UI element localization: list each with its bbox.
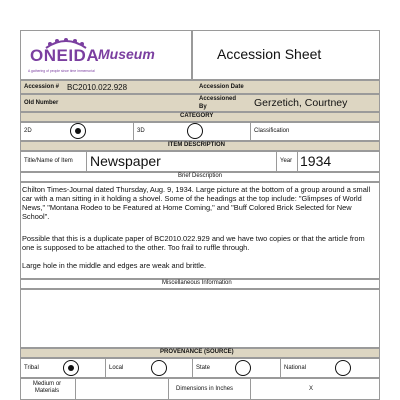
accessioned-by-label: Accessioned By	[199, 96, 237, 110]
title-divider-3	[297, 151, 298, 172]
accessioned-by-value: Gerzetich, Courtney	[254, 97, 348, 109]
medium-divider-2	[168, 378, 169, 400]
title-divider-2	[276, 151, 277, 172]
radio-selected-dot	[75, 128, 81, 134]
state-radio[interactable]	[235, 360, 251, 376]
logo-tagline: A gathering of people since time immemorial	[28, 69, 95, 73]
year-label: Year	[280, 158, 293, 164]
year-value: 1934	[300, 153, 332, 169]
item-description-heading: ITEM DESCRIPTION	[168, 142, 226, 148]
accession-number-value: BC2010.022.928	[67, 83, 128, 92]
tribal-label: Tribal	[24, 365, 39, 371]
provenance-divider-2	[192, 358, 193, 378]
category-divider-1	[133, 122, 134, 141]
classification-label: Classification	[254, 128, 290, 134]
brief-description-label: Brief Description	[178, 173, 223, 179]
national-label: National	[284, 365, 307, 371]
category-3d-label: 3D	[137, 128, 145, 134]
local-label: Local	[109, 365, 124, 371]
old-number-label: Old Number	[24, 100, 59, 106]
logo-text: ONEIDA	[30, 46, 100, 65]
category-2d-label: 2D	[24, 128, 32, 134]
description-paragraph-2: Possible that this is a duplicate paper of BC2010.022.929 and we have two copies or that the article from one is supposed to be attached to the other. Too frail to ruffle through.	[22, 234, 365, 252]
medium-divider-3	[250, 378, 251, 400]
accession-number-label: Accession #	[24, 84, 60, 90]
category-2d-radio[interactable]	[70, 123, 86, 139]
museum-label: Museum	[98, 46, 155, 62]
provenance-divider-1	[105, 358, 106, 378]
title-divider-1	[86, 151, 87, 172]
category-3d-radio[interactable]	[187, 123, 203, 139]
misc-info-label: Miscellaneous Information	[162, 280, 232, 286]
category-heading: CATEGORY	[180, 113, 214, 119]
medium-label: Medium or Materials	[32, 381, 62, 394]
description-paragraph-1: Chilton Times-Journal dated Thursday, Aug. 9, 1934. Large picture at the bottom of a group around a small car with a man sitting in it holding a shovel. Some of the headings at the top include: "Glimpses of World News," "Montana Rodeo to be Featured at Home Coming," and "Buff Colored Brick Selected for New School".	[22, 185, 371, 221]
provenance-heading: PROVENANCE (SOURCE)	[160, 349, 234, 355]
title-value: Newspaper	[90, 153, 161, 169]
provenance-divider-3	[280, 358, 281, 378]
title-label: Title/Name of Item	[24, 158, 73, 164]
radio-selected-dot	[68, 365, 74, 371]
national-radio[interactable]	[335, 360, 351, 376]
description-paragraph-3: Large hole in the middle and edges are weak and brittle.	[22, 261, 207, 270]
state-label: State	[196, 365, 211, 371]
dimensions-separator: X	[309, 386, 314, 392]
tribal-radio[interactable]	[63, 360, 79, 376]
misc-info-box[interactable]	[20, 289, 380, 348]
oneida-logo	[30, 36, 102, 78]
sheet-title: Accession Sheet	[217, 46, 322, 62]
category-divider-2	[250, 122, 251, 141]
medium-divider-1	[75, 378, 76, 400]
dimensions-label: Dimensions in Inches	[176, 386, 234, 392]
accession-date-label: Accession Date	[199, 84, 244, 90]
local-radio[interactable]	[151, 360, 167, 376]
